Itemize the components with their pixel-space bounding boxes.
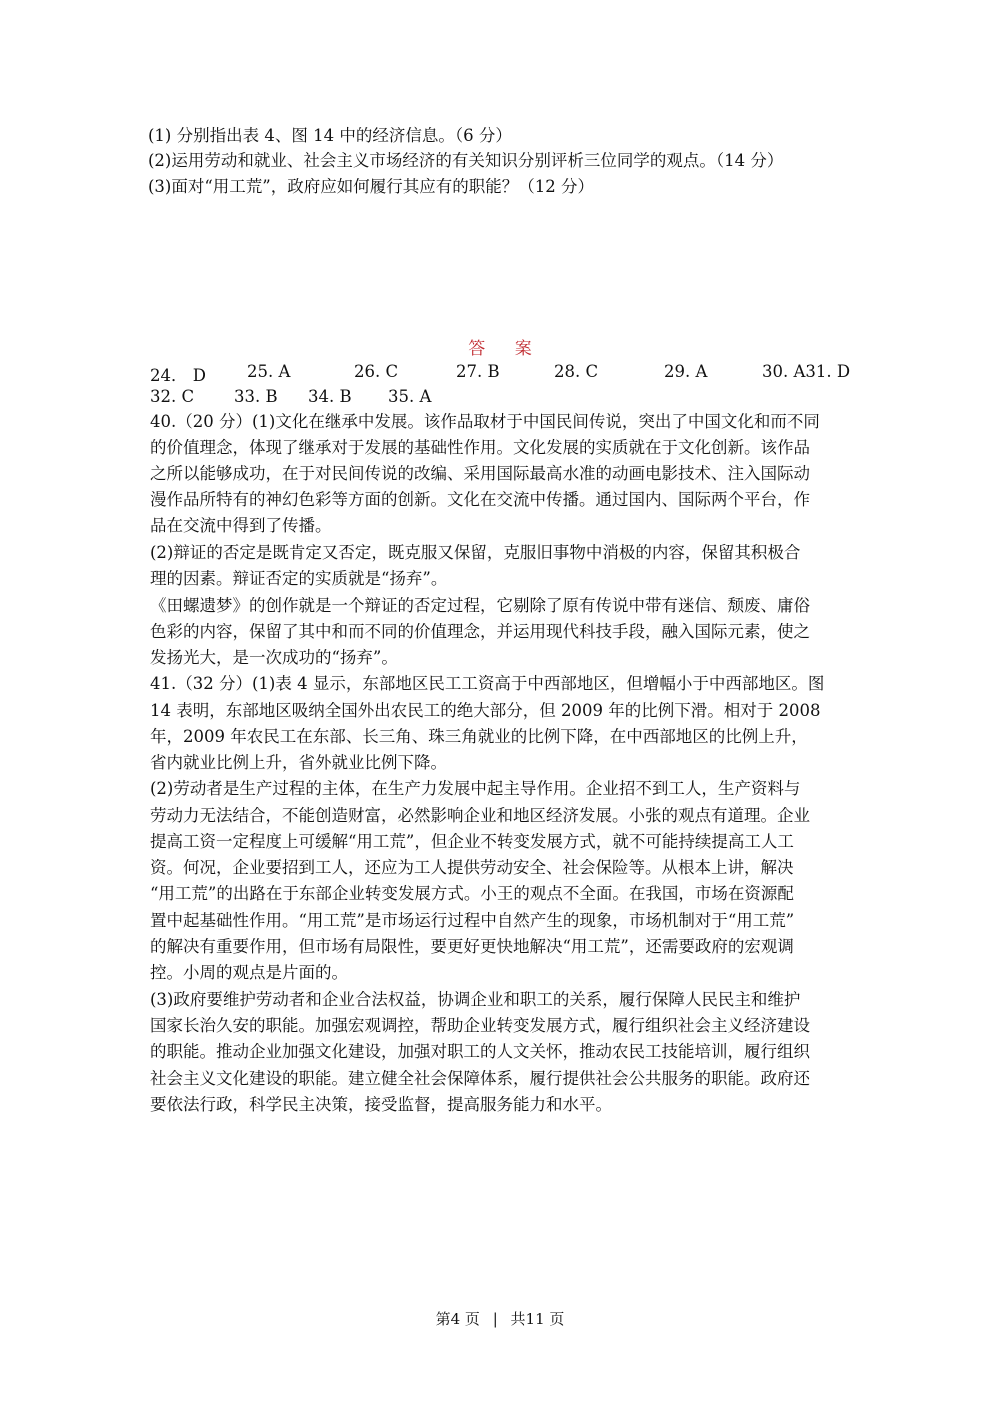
- q40-line: 品在交流中得到了传播。: [150, 516, 332, 535]
- q40-line: 《田螺遗梦》的创作就是一个辩证的否定过程，它剔除了原有传说中带有迷信、颓废、庸俗: [150, 596, 810, 615]
- answer-heading-char1: 答: [468, 339, 486, 359]
- q40-line: 发扬光大，是一次成功的“扬弃”。: [150, 648, 398, 667]
- q41-line: 提高工资一定程度上可缓解“用工荒”，但企业不转变发展方式，就不可能持续提高工人工: [150, 832, 794, 851]
- q40-line: (2)辩证的否定是既肯定又否定，既克服又保留，克服旧事物中消极的内容，保留其积极合: [150, 543, 801, 562]
- q41-line: 的职能。推动企业加强文化建设，加强对职工的人文关怀，推动农民工技能培训，履行组织: [150, 1042, 810, 1061]
- choice-28: 28. C: [554, 362, 599, 381]
- q41-line: 41.（32 分）(1)表 4 显示，东部地区民工工资高于中西部地区，但增幅小于中西部地区。图: [150, 674, 825, 693]
- q41-line: (3)政府要维护劳动者和企业合法权益，协调企业和职工的关系，履行保障人民民主和维护: [150, 990, 801, 1009]
- page-number: 第4 页: [435, 1310, 480, 1328]
- q41-line: 控。小周的观点是片面的。: [150, 963, 348, 982]
- q41-line: “用工荒”的出路在于东部企业转变发展方式。小王的观点不全面。在我国，市场在资源配: [150, 884, 794, 903]
- choices-row-1: [150, 362, 851, 385]
- q40-line: 之所以能够成功，在于对民间传说的改编、采用国际最高水准的动画电影技术、注入国际动: [150, 464, 810, 483]
- q40-line: 色彩的内容，保留了其中和而不同的价值理念，并运用现代科技手段，融入国际元素，使之: [150, 622, 810, 641]
- page-total: 共11 页: [510, 1310, 565, 1328]
- question-3: (3)面对“用工荒”，政府应如何履行其应有的职能？（12 分）: [148, 177, 594, 196]
- q41-line: 劳动力无法结合，不能创造财富，必然影响企业和地区经济发展。小张的观点有道理。企业: [150, 806, 810, 825]
- q41-line: 省内就业比例上升，省外就业比例下降。: [150, 753, 447, 772]
- choice-26: 26. C: [354, 362, 399, 381]
- question-1: (1) 分别指出表 4、图 14 中的经济信息。（6 分）: [148, 126, 512, 145]
- q41-line: 年，2009 年农民工在东部、长三角、珠三角就业的比例下降，在中西部地区的比例上升，: [150, 727, 808, 746]
- answer-heading: [0, 334, 1000, 359]
- q40-line: 40.（20 分）(1)文化在继承中发展。该作品取材于中国民间传说，突出了中国文化和而不同: [150, 412, 820, 431]
- choice-34: 34. B: [308, 387, 352, 406]
- choice-33: 33. B: [234, 387, 278, 406]
- answer-heading-char2: 案: [514, 339, 532, 359]
- choice-24: 24． D: [150, 366, 206, 385]
- q41-line: 国家长治久安的职能。加强宏观调控，帮助企业转变发展方式，履行组织社会主义经济建设: [150, 1016, 810, 1035]
- q40-line: 理的因素。辩证否定的实质就是“扬弃”。: [150, 569, 448, 588]
- q41-line: (2)劳动者是生产过程的主体，在生产力发展中起主导作用。企业招不到工人，生产资料与: [150, 779, 801, 798]
- choice-35: 35. A: [388, 387, 432, 406]
- choice-29: 29. A: [664, 362, 708, 381]
- choice-32: 32. C: [150, 387, 195, 406]
- q41-line: 14 表明，东部地区吸纳全国外出农民工的绝大部分，但 2009 年的比例下滑。相对于 2008: [150, 701, 821, 720]
- q41-line: 的解决有重要作用，但市场有局限性，要更好更快地解决“用工荒”，还需要政府的宏观调: [150, 937, 794, 956]
- footer-separator: |: [492, 1310, 498, 1328]
- choice-30-31: 30. A31. D: [762, 362, 851, 381]
- q41-line: 要依法行政，科学民主决策，接受监督，提高服务能力和水平。: [150, 1095, 612, 1114]
- q40-line: 漫作品所特有的神幻色彩等方面的创新。文化在交流中传播。通过国内、国际两个平台，作: [150, 490, 810, 509]
- choice-27: 27. B: [456, 362, 500, 381]
- choices-row-2: [150, 387, 850, 407]
- q41-line: 资。何况，企业要招到工人，还应为工人提供劳动安全、社会保险等。从根本上讲，解决: [150, 858, 794, 877]
- q41-line: 置中起基础性作用。“用工荒”是市场运行过程中自然产生的现象，市场机制对于“用工荒”: [150, 911, 795, 930]
- choice-25: 25. A: [247, 362, 291, 381]
- question-2: (2)运用劳动和就业、社会主义市场经济的有关知识分别评析三位同学的观点。（14 分）: [148, 151, 784, 170]
- q40-line: 的价值理念，体现了继承对于发展的基础性作用。文化发展的实质就在于文化创新。该作品: [150, 438, 810, 457]
- q41-line: 社会主义文化建设的职能。建立健全社会保障体系，履行提供社会公共服务的职能。政府还: [150, 1069, 810, 1088]
- page-footer: [0, 1308, 1000, 1329]
